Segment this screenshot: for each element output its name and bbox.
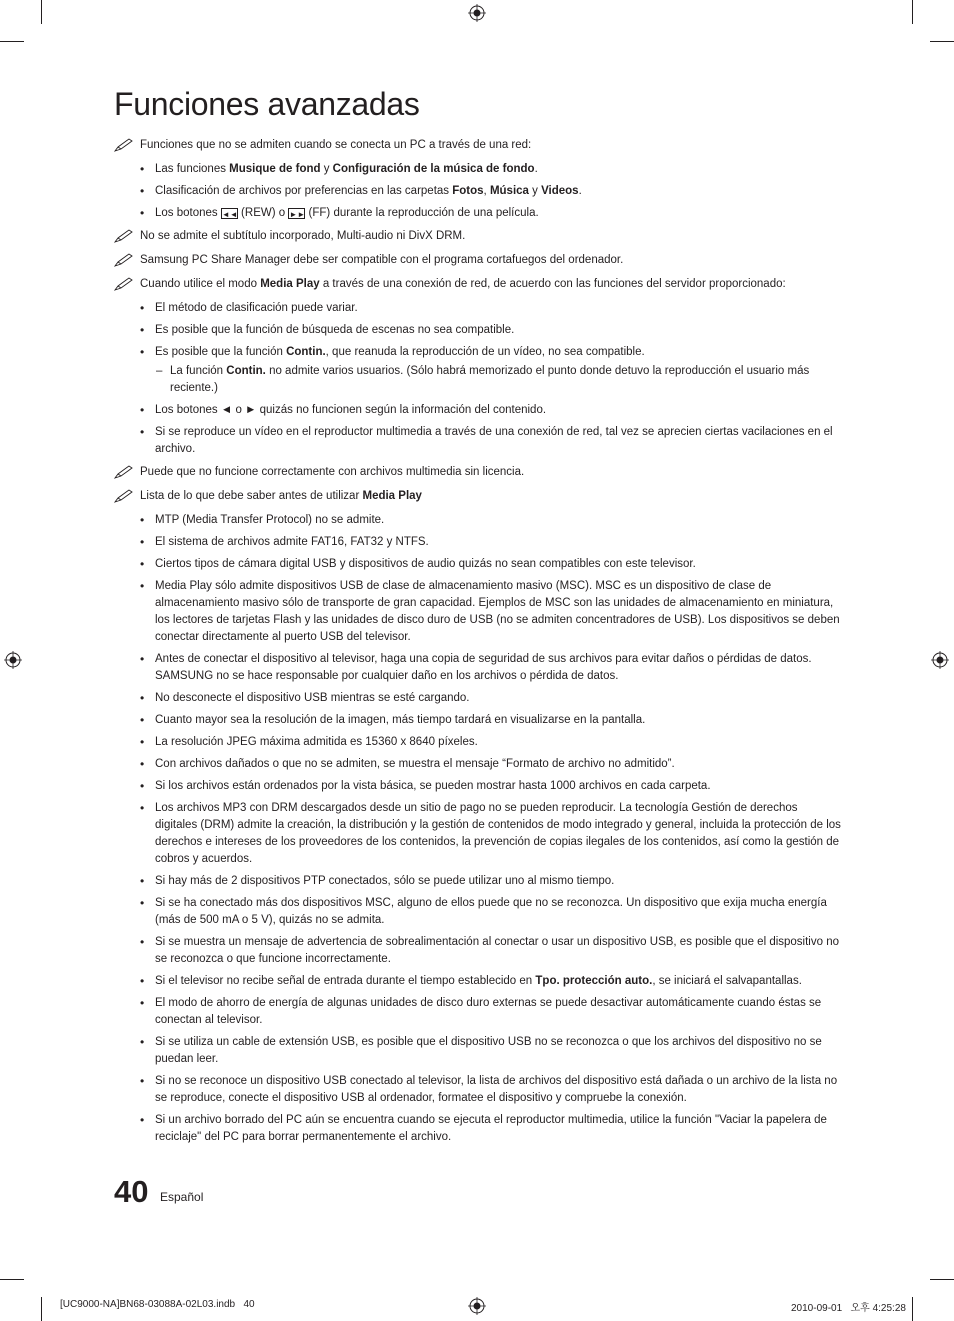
crop-mark: [930, 1279, 954, 1280]
list-item: • Si se reproduce un vídeo en el reproductor multimedia a través de una conexión de red, tal vez se aprecien ciertas vacilaciones en el archivo.: [114, 424, 842, 458]
list-item: • Ciertos tipos de cámara digital USB y dispositivos de audio quizás no sean compatibles con este televisor.: [114, 556, 842, 573]
crop-mark: [0, 1279, 24, 1280]
registration-mark-icon: [931, 651, 949, 669]
note-pc-network-list: [114, 161, 842, 222]
list-item: • El sistema de archivos admite FAT16, FAT32 y NTFS.: [114, 534, 842, 551]
note-media-play-network-list: [114, 300, 842, 458]
list-item: • Antes de conectar el dispositivo al televisor, haga una copia de seguridad de sus archivos para evitar daños o pérdidas de datos. SAMSUNG no se hace responsable por cualquier daño en los archivos o pérdida de datos.: [114, 651, 842, 685]
list-item: • El método de clasificación puede variar.: [114, 300, 842, 317]
footer-timestamp: 2010-09-01 오후 4:25:28: [791, 1303, 906, 1314]
crop-mark: [0, 41, 24, 42]
note-unlicensed: Puede que no funcione correctamente con archivos multimedia sin licencia.: [114, 464, 842, 481]
note-media-play-network: Cuando utilice el modo Media Play a través de una conexión de red, de acuerdo con las funciones del servidor proporcionado:: [114, 276, 842, 293]
footer-file-info: [UC9000-NA]BN68-03088A-02L03.indb 40: [60, 1299, 255, 1310]
pencil-note-icon: [114, 138, 134, 152]
list-item: • Los archivos MP3 con DRM descargados desde un sitio de pago no se pueden reproducir. La tecnología Gestión de derechos digitales (DRM) admite la creación, la distribución y la gestión de contenidos de modo integrado y general, incluida la protección de los derechos e intereses de los proveedores de los contenidos, la prevención de copias ilegales de los contenidos, así como la gestión de cobros y acuerdos.: [114, 800, 842, 868]
note-subtitle: No se admite el subtítulo incorporado, Multi-audio ni DivX DRM.: [114, 228, 842, 245]
list-item: • Las funciones Musique de fond y Configuración de la música de fondo.: [114, 161, 842, 178]
note-before-media-play-list: [114, 512, 842, 1146]
list-item: • Si hay más de 2 dispositivos PTP conectados, sólo se puede utilizar uno al mismo tiempo.: [114, 873, 842, 890]
list-item: • Con archivos dañados o que no se admiten, se muestra el mensaje “Formato de archivo no admitido”.: [114, 756, 842, 773]
list-item: • Cuanto mayor sea la resolución de la imagen, más tiempo tardará en visualizarse en la pantalla.: [114, 712, 842, 729]
pencil-note-icon: [114, 229, 134, 243]
list-item: • Los botones ◄◄ (REW) o ►► (FF) durante la reproducción de una película.: [114, 205, 842, 222]
registration-mark-icon: [4, 651, 22, 669]
sub-item: – La función Contin. no admite varios usuarios. (Sólo habrá memorizado el punto donde detuvo la reproducción el usuario más reciente.): [156, 365, 810, 394]
registration-mark-icon: [468, 1297, 486, 1315]
note-firewall: Samsung PC Share Manager debe ser compatible con el programa cortafuegos del ordenador.: [114, 252, 842, 269]
pencil-note-icon: [114, 465, 134, 479]
list-item: • Los botones ◄ o ► quizás no funcionen según la información del contenido.: [114, 402, 842, 419]
list-item: • Si se muestra un mensaje de advertencia de sobrealimentación al conectar o usar un dispositivo USB, es posible que el dispositivo no se reconozca o que funcione incorrectamente.: [114, 934, 842, 968]
list-item: • Es posible que la función Contin., que reanuda la reproducción de un vídeo, no sea compatible. – La función Contin. no admite varios usuarios. (Sólo habrá memorizado el punto donde detuvo la reproducción el usuario más reciente.): [114, 344, 842, 397]
left-arrow-icon: ◄: [220, 404, 233, 416]
registration-mark-icon: [468, 4, 486, 22]
list-item: • La resolución JPEG máxima admitida es 15360 x 8640 píxeles.: [114, 734, 842, 751]
list-item: • Si no se reconoce un dispositivo USB conectado al televisor, la lista de archivos del dispositivo está dañada o un archivo de la lista no se reproduce, conecte el dispositivo USB al ordenador, formatee el dispositivo y compruebe la conexión.: [114, 1073, 842, 1107]
page-number: 40: [114, 1174, 149, 1209]
list-item: • El modo de ahorro de energía de algunas unidades de disco duro externas se puede desactivar automáticamente cuando éstas se conectan al televisor.: [114, 995, 842, 1029]
list-item: • Si se ha conectado más dos dispositivos MSC, alguno de ellos puede que no se reconozca. Un dispositivo que exija mucha energía (más de 500 mA o 5 V), quizás no se admita.: [114, 895, 842, 929]
list-item: • Si el televisor no recibe señal de entrada durante el tiempo establecido en Tpo. protección auto., se iniciará el salvapantallas.: [114, 973, 842, 990]
page-language: Español: [160, 1190, 204, 1204]
crop-mark: [912, 0, 913, 24]
note-before-media-play: Lista de lo que debe saber antes de utilizar Media Play: [114, 488, 842, 505]
pencil-note-icon: [114, 253, 134, 267]
list-item: • Si los archivos están ordenados por la vista básica, se pueden mostrar hasta 1000 archivos en cada carpeta.: [114, 778, 842, 795]
pencil-note-icon: [114, 489, 134, 503]
list-item: • Clasificación de archivos por preferencias en las carpetas Fotos, Música y Videos.: [114, 183, 842, 200]
crop-mark: [41, 1297, 42, 1321]
right-arrow-icon: ►: [245, 404, 257, 416]
fast-forward-button-icon: ►►: [289, 210, 306, 219]
note-pc-network: Funciones que no se admiten cuando se conecta un PC a través de una red:: [114, 137, 842, 154]
list-item: • MTP (Media Transfer Protocol) no se admite.: [114, 512, 842, 529]
list-item: • No desconecte el dispositivo USB mientras se esté cargando.: [114, 690, 842, 707]
list-item: • Si un archivo borrado del PC aún se encuentra cuando se ejecuta el reproductor multimedia, utilice la función "Vaciar la papelera de reciclaje" del PC para borrar permanentemente el archivo.: [114, 1112, 842, 1146]
page-content: [114, 137, 842, 1152]
rewind-button-icon: ◄◄: [221, 210, 238, 219]
crop-mark: [930, 41, 954, 42]
page-title: Funciones avanzadas: [114, 86, 420, 122]
pencil-note-icon: [114, 277, 134, 291]
crop-mark: [41, 0, 42, 24]
crop-mark: [912, 1297, 913, 1321]
list-item: • Es posible que la función de búsqueda de escenas no sea compatible.: [114, 322, 842, 339]
list-item: • Si se utiliza un cable de extensión USB, es posible que el dispositivo USB no se reconozca o que los archivos del dispositivo no se puedan leer.: [114, 1034, 842, 1068]
list-item: • Media Play sólo admite dispositivos USB de clase de almacenamiento masivo (MSC). MSC es un dispositivo de clase de almacenamiento masivo sólo de transporte de gran capacidad. Ejemplos de MSC son las unidades de almacenamiento en miniatura, los lectores de tarjetas Flash y las unidades de disco duro de USB (no se admiten concentradores de USB). Los dispositivos se deben conectar directamente al puerto USB del televisor.: [114, 578, 842, 646]
